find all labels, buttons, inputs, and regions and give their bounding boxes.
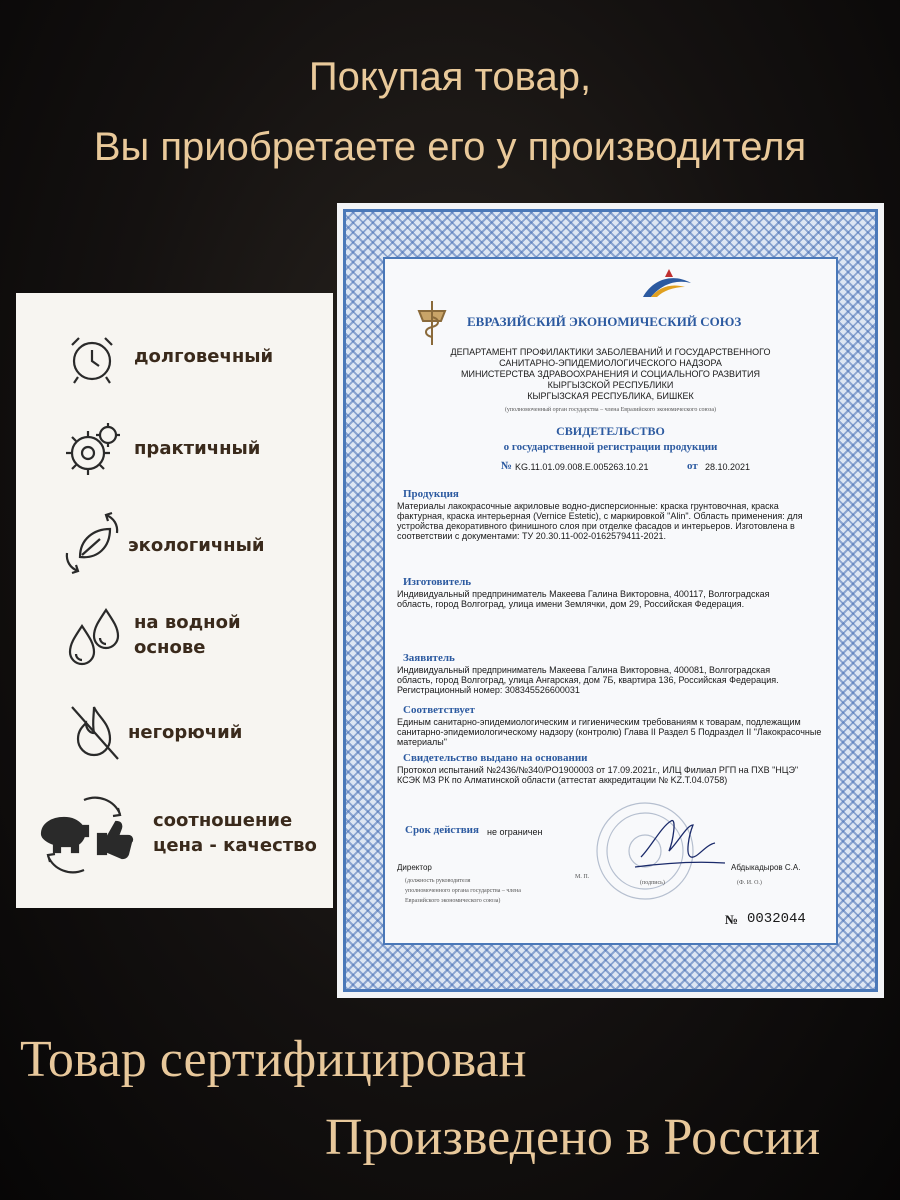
department-line-3: МИНИСТЕРСТВА ЗДРАВООХРАНЕНИЯ И СОЦИАЛЬНОГО РАЗВИТИЯ — [460, 369, 760, 379]
fio-label: (Ф. И. О.) — [737, 880, 762, 886]
medical-caduceus-icon — [415, 297, 449, 347]
product-label: Продукция — [403, 488, 459, 500]
department-line-5: КЫРГЫЗСКАЯ РЕСПУБЛИКА, БИШКЕК — [527, 391, 694, 401]
product-text: Материалы лакокрасочные акриловые водно-дисперсионные: краска грунтовочная, краска фактурная, краска интерьерная (Vernice Estetic), с маркировкой "Alin". Область применения: для устройства декоративного финишного слоя при отделке фасадов и интерьеров. Изготовлена в соответствии с документами: ТУ 20.30.11-002-0162579411-2021. — [397, 501, 803, 541]
department-line-2: САНИТАРНО-ЭПИДЕМИОЛОГИЧЕСКОГО НАДЗОРА — [499, 358, 722, 368]
headline-line-1: Покупая товар, — [308, 55, 592, 99]
applicant-label: Заявитель — [403, 652, 455, 664]
feature-label-line-1: на водной — [134, 612, 241, 633]
conforms-label: Соответствует — [403, 704, 475, 716]
feature-label: практичный — [134, 438, 261, 459]
piggy-bank-thumbs-up-icon — [32, 790, 142, 880]
feature-eco — [16, 503, 333, 583]
manufacturer-label: Изготовитель — [403, 576, 472, 588]
certificate-body — [383, 257, 838, 945]
feature-label-line-1: соотношение — [153, 810, 293, 831]
feature-label-line-2: основе — [134, 637, 206, 658]
serial-sign: № — [725, 912, 739, 927]
signature-label: (подпись) — [640, 880, 665, 886]
headline-line-2: Вы приобретаете его у производителя — [93, 125, 807, 169]
date-label: от — [687, 460, 698, 472]
manufacturer-text: Индивидуальный предприниматель Макеева Галина Викторовна, 400117, Волгоградская область, город Волгоград, улица имени Землячки, дом 29, Российская Федерация. — [397, 589, 770, 609]
certificate-date: 28.10.2021 — [705, 462, 751, 472]
feature-non-flammable — [16, 695, 333, 770]
department-line-4: КЫРГЫЗСКОЙ РЕСПУБЛИКИ — [547, 380, 674, 390]
footer-made-in-russia: Произведено в России — [325, 1109, 821, 1166]
validity-label: Срок действия — [405, 824, 479, 836]
number-sign: № — [501, 460, 513, 472]
gear-icon — [62, 419, 124, 479]
validity-value: не ограничен — [487, 827, 543, 837]
water-drops-icon — [62, 604, 126, 670]
footer-certified: Товар сертифицирован — [20, 1031, 527, 1088]
department-line-1: ДЕПАРТАМЕНТ ПРОФИЛАКТИКИ ЗАБОЛЕВАНИЙ И ГОСУДАРСТВЕННОГО — [450, 347, 771, 357]
feature-practical — [16, 413, 333, 483]
applicant-text: Индивидуальный предприниматель Макеева Галина Викторовна, 400081, Волгоградская область, город Волгоград, улица Ангарская, дом 7Б, квартира 136, Российская Федерация. Регистрационный номер: 308345526600031 — [397, 665, 779, 695]
authority-note: (уполномоченный орган государства – члена Евразийского экономического союза) — [504, 407, 717, 413]
certificate-subtitle: о государственной регистрации продукции — [503, 441, 718, 453]
feature-label: экологичный — [128, 535, 265, 556]
eaeu-emblem-icon — [637, 267, 697, 301]
feature-label: негорючий — [128, 722, 243, 743]
certificate-number: KG.11.01.09.008.Е.005263.10.21 — [515, 462, 649, 472]
basis-label: Свидетельство выдано на основании — [403, 752, 588, 764]
position-note-1: (должность руководителя — [405, 878, 471, 884]
position-note-2: уполномоченного органа государства – члена — [405, 888, 521, 894]
certificate-title: СВИДЕТЕЛЬСТВО — [556, 424, 665, 438]
feature-water-based — [16, 598, 333, 678]
position-note-3: Евразийского экономического союза) — [405, 898, 501, 904]
features-panel — [16, 293, 333, 908]
director-label: Директор — [397, 863, 432, 872]
feature-label-line-2: цена - качество — [153, 835, 317, 856]
feature-durable — [16, 323, 333, 393]
director-signature — [631, 807, 731, 877]
feature-price-quality — [16, 790, 333, 880]
feature-label: долговечный — [134, 346, 274, 367]
basis-text: Протокол испытаний №2436/№340/PO1900003 от 17.09.2021г., ИЛЦ Филиал РГП на ПХВ "НЦЭ" КСЭК МЗ РК по Алматинской области (аттестат аккредитации № KZ.T.04.0758) — [397, 765, 799, 785]
stamp-place-label: М. П. — [575, 874, 590, 880]
conforms-text: Единым санитарно-эпидемиологическим и гигиеническим требованиям к товарам, подлежащим санитарно-эпидемиологическому надзору (контролю) Глава II Раздел 5 Подраздел II "Лакокрасочные материалы" — [397, 717, 822, 747]
no-fire-icon — [64, 699, 126, 765]
serial-number: 0032044 — [747, 911, 806, 927]
alarm-clock-icon — [64, 331, 120, 387]
union-title: ЕВРАЗИЙСКИЙ ЭКОНОМИЧЕСКИЙ СОЮЗ — [467, 314, 742, 329]
registration-certificate — [337, 203, 884, 998]
eco-leaf-icon — [60, 507, 126, 579]
director-name: Абдыкадыров С.А. — [731, 863, 801, 872]
